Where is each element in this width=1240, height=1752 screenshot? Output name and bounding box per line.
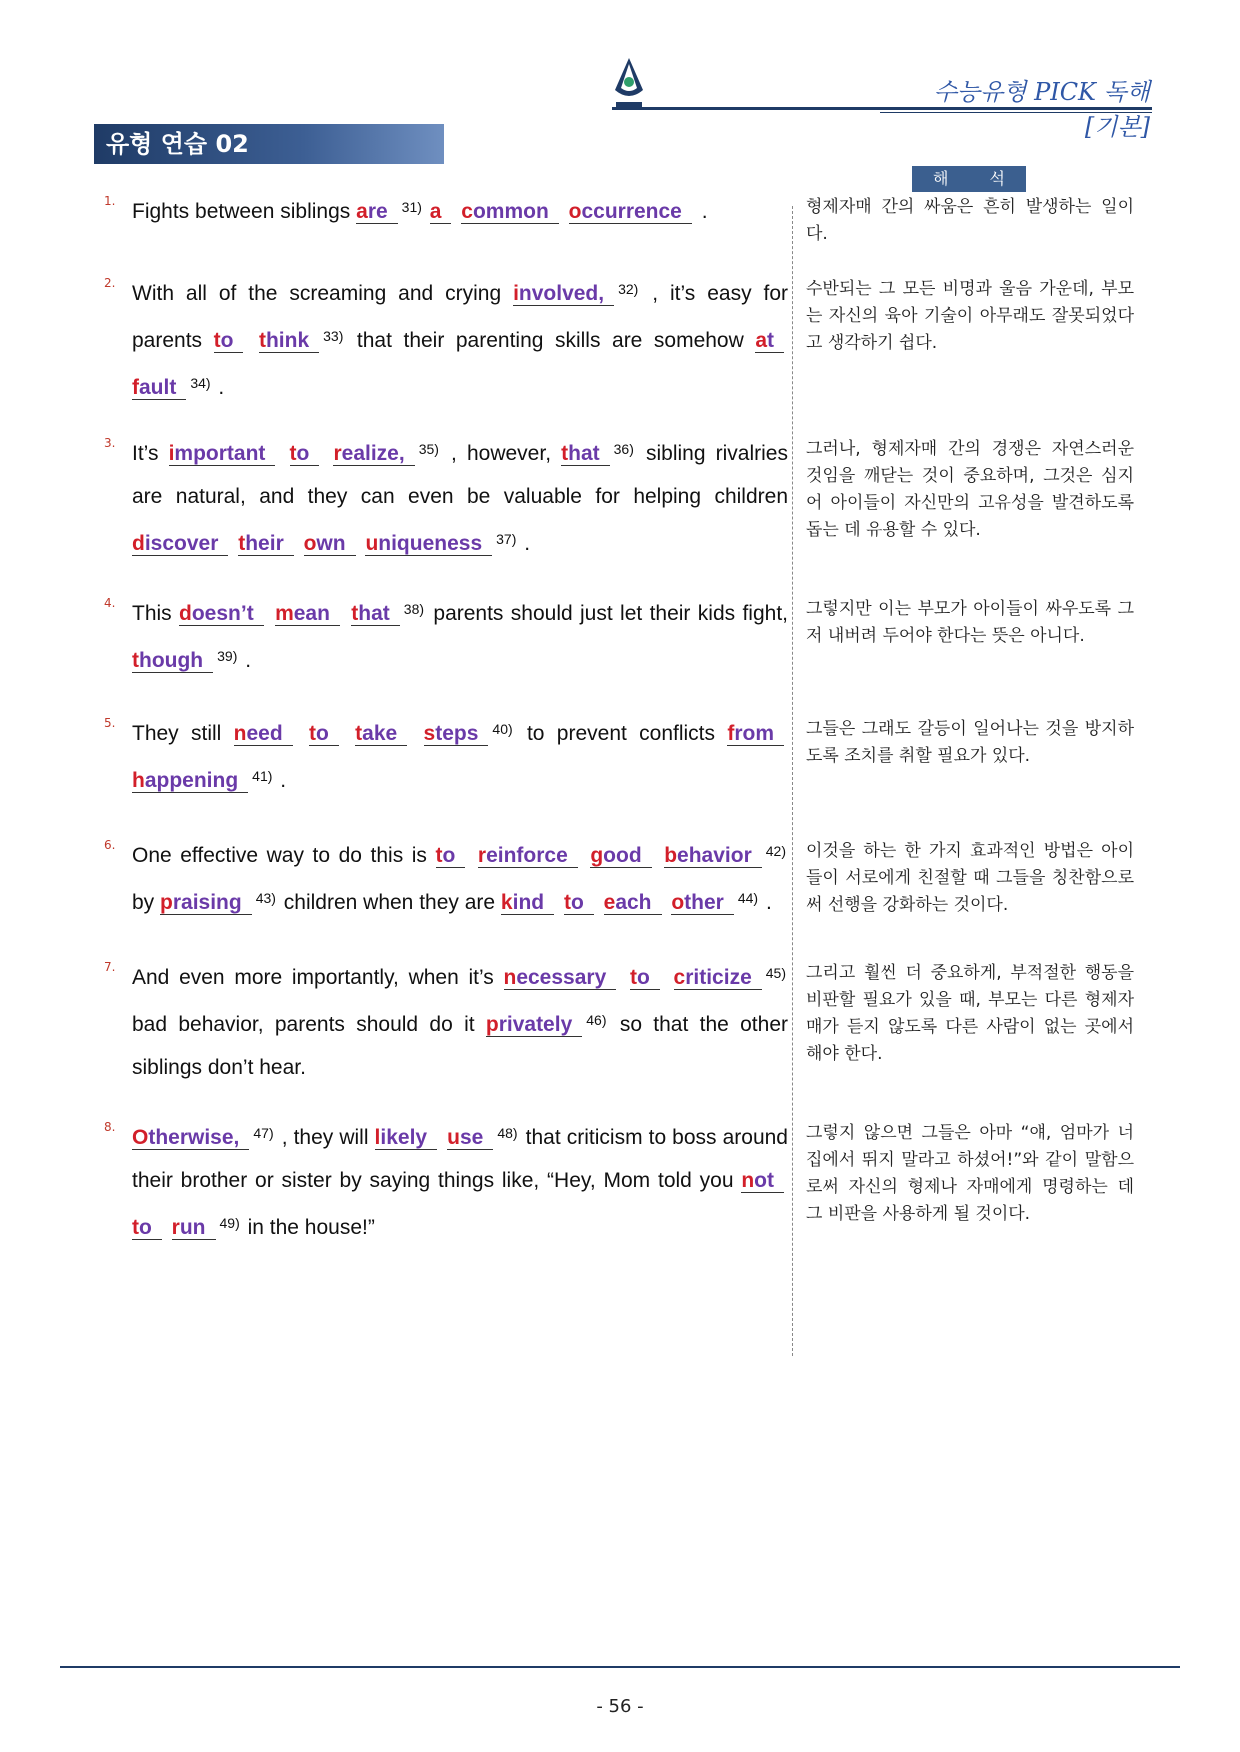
item-number: 7.	[104, 960, 116, 974]
answer-blank: involved,	[513, 283, 614, 306]
sentence-text: They still	[132, 722, 234, 745]
page-number: - 56 -	[596, 1696, 644, 1717]
answer-blank: to	[436, 845, 466, 868]
sentence-text: by	[132, 891, 161, 914]
answer-blank: steps	[424, 723, 489, 746]
answer-blank: take	[355, 723, 407, 746]
item-number: 8.	[104, 1120, 116, 1134]
item-number: 6.	[104, 838, 116, 852]
answer-blank: common	[461, 201, 559, 224]
answer-blank: occurrence	[569, 201, 692, 224]
sentence-text: This	[132, 602, 180, 625]
answer-blank: praising	[160, 892, 252, 915]
sentence-text: It’s	[132, 442, 169, 465]
answer-blank: to	[630, 967, 660, 990]
blank-reference-number: 34)	[190, 375, 211, 391]
answer-blank: doesn’t	[179, 603, 264, 626]
blank-reference-number: 32)	[618, 281, 639, 297]
english-sentence	[132, 428, 788, 565]
english-sentence	[132, 588, 788, 682]
answer-blank: their	[238, 533, 294, 556]
answer-blank: that	[561, 443, 610, 466]
sentence-text: children when they are	[283, 891, 501, 914]
answer-blank: kind	[501, 892, 554, 915]
korean-translation: 그러나, 형제자매 간의 경쟁은 자연스러운 것임을 깨닫는 것이 중요하며, 그것은 심지어 아이들이 자신만의 고유성을 발견하도록 돕는 데 유용할 수 있다.	[806, 439, 1134, 540]
korean-translation: 형제자매 간의 싸움은 흔히 발생하는 일이다.	[806, 197, 1134, 244]
blank-reference-number: 40)	[492, 721, 513, 737]
sentence-text: parents should just let their kids fight,	[433, 602, 788, 625]
answer-blank: other	[671, 892, 734, 915]
answer-blank: uniqueness	[365, 533, 492, 556]
answer-blank: from	[727, 723, 784, 746]
section-label: 유형 연습 02	[94, 124, 444, 164]
english-sentence	[132, 186, 788, 233]
korean-translation: 수반되는 그 모든 비명과 울음 가운데, 부모는 자신의 육아 기술이 아무래도 잘못되었다고 생각하기 쉽다.	[806, 279, 1134, 353]
answer-blank: at	[755, 330, 784, 353]
blank-reference-number: 38)	[403, 601, 425, 617]
answer-blank: use	[447, 1127, 493, 1150]
answer-blank: good	[590, 845, 651, 868]
blank-reference-number: 41)	[252, 768, 273, 784]
answer-blank: reinforce	[478, 845, 578, 868]
answer-blank: discover	[132, 533, 228, 556]
answer-blank: not	[741, 1170, 784, 1193]
answer-blank: to	[564, 892, 594, 915]
translation-badge: 해 석	[912, 166, 1026, 192]
answer-blank: each	[604, 892, 662, 915]
item-number: 5.	[104, 716, 116, 730]
blank-reference-number: 45)	[765, 965, 786, 981]
blank-reference-number: 37)	[496, 531, 517, 547]
blank-reference-number: 44)	[737, 890, 759, 906]
answer-blank: happening	[132, 770, 248, 793]
answer-blank: fault	[132, 377, 186, 400]
sentence-text: .	[765, 891, 772, 914]
english-sentence	[132, 1112, 788, 1249]
sentence-text: , they will	[281, 1126, 375, 1149]
blank-reference-number: 43)	[255, 890, 276, 906]
answer-blank: to	[309, 723, 339, 746]
sentence-text: , it’s easy for parents	[132, 282, 788, 352]
answer-blank: are	[356, 201, 398, 224]
blank-reference-number: 35)	[418, 441, 439, 457]
blank-reference-number: 48)	[497, 1125, 518, 1141]
header-title: 수능유형 PICK 독해 [기본]	[933, 78, 1150, 141]
blank-reference-number: 33)	[323, 328, 344, 344]
english-sentence	[132, 952, 788, 1089]
answer-blank: need	[234, 723, 293, 746]
blank-reference-number: 39)	[217, 648, 238, 664]
sentence-text: .	[245, 649, 252, 672]
answer-blank: own	[304, 533, 356, 556]
sentence-text: Fights between siblings	[132, 200, 357, 223]
blank-reference-number: 31)	[401, 199, 422, 215]
item-number: 2.	[104, 276, 116, 290]
sentence-text: .	[701, 200, 708, 223]
sentence-text: that their parenting skills are somehow	[356, 329, 756, 352]
answer-blank: think	[259, 330, 319, 353]
answer-blank: though	[132, 650, 213, 673]
sentence-text: sibling rivalries are natural, and they can even be valuable for helping children	[132, 442, 788, 508]
english-sentence	[132, 708, 788, 802]
answer-blank: privately	[486, 1014, 582, 1037]
answer-blank: Otherwise,	[132, 1127, 249, 1150]
sentence-text: .	[218, 376, 225, 399]
answer-blank: that	[351, 603, 400, 626]
answer-blank: likely	[375, 1127, 438, 1150]
korean-translation: 그렇지만 이는 부모가 아이들이 싸우도록 그저 내버려 두어야 한다는 뜻은 아니다.	[806, 599, 1134, 646]
sentence-text: bad behavior, parents should do it	[132, 1013, 486, 1036]
sentence-text: in the house!”	[247, 1216, 375, 1239]
sentence-text: With all of the screaming and crying	[132, 282, 514, 305]
answer-blank: realize,	[333, 443, 414, 466]
answer-blank: mean	[275, 603, 340, 626]
english-sentence	[132, 830, 788, 924]
sentence-text: so that the other siblings don’t hear.	[132, 1013, 788, 1079]
english-sentence	[132, 268, 788, 409]
korean-translation: 이것을 하는 한 가지 효과적인 방법은 아이들이 서로에게 친절할 때 그들을 칭찬함으로써 선행을 강화하는 것이다.	[806, 841, 1134, 915]
answer-blank: criticize	[674, 967, 762, 990]
sentence-text: , however,	[451, 442, 562, 465]
blank-reference-number: 36)	[613, 441, 634, 457]
answer-blank: run	[172, 1217, 216, 1240]
column-divider	[792, 206, 793, 1356]
answer-blank: important	[169, 443, 276, 466]
korean-translation: 그리고 훨씬 더 중요하게, 부적절한 행동을 비판할 필요가 있을 때, 부모는 다른 형제자매가 듣지 않도록 다른 사람이 없는 곳에서 해야 한다.	[806, 963, 1134, 1064]
korean-translation: 그들은 그래도 갈등이 일어나는 것을 방지하도록 조치를 취할 필요가 있다.	[806, 719, 1134, 766]
answer-blank: necessary	[504, 967, 617, 990]
sentence-text: One effective way to do this is	[132, 844, 436, 867]
answer-blank: to	[214, 330, 244, 353]
footer-rule	[60, 1666, 1180, 1668]
sentence-text: .	[524, 532, 531, 555]
answer-blank: to	[290, 443, 320, 466]
blank-reference-number: 46)	[586, 1012, 607, 1028]
item-number: 3.	[104, 436, 116, 450]
blank-reference-number: 49)	[219, 1215, 240, 1231]
blank-reference-number: 42)	[765, 843, 786, 859]
item-number: 4.	[104, 596, 116, 610]
answer-blank: behavior	[664, 845, 762, 868]
blank-reference-number: 47)	[253, 1125, 274, 1141]
answer-blank: a	[430, 201, 452, 224]
korean-translation: 그렇지 않으면 그들은 아마 “얘, 엄마가 너 집에서 뛰지 말라고 하셨어!”와 같이 말함으로써 자신의 형제나 자매에게 명령하는 데 그 비판을 사용하게 될 것이다.	[806, 1123, 1134, 1224]
sentence-text: that criticism to boss around their brother or sister by saying things like, “Hey, Mom told you	[132, 1126, 788, 1192]
answer-blank: to	[132, 1217, 162, 1240]
sentence-text: to prevent conflicts	[526, 722, 728, 745]
item-number: 1.	[104, 194, 116, 208]
sentence-text: .	[280, 769, 287, 792]
fountain-pen-nib-icon	[612, 56, 646, 112]
sentence-text: And even more importantly, when it’s	[132, 966, 504, 989]
